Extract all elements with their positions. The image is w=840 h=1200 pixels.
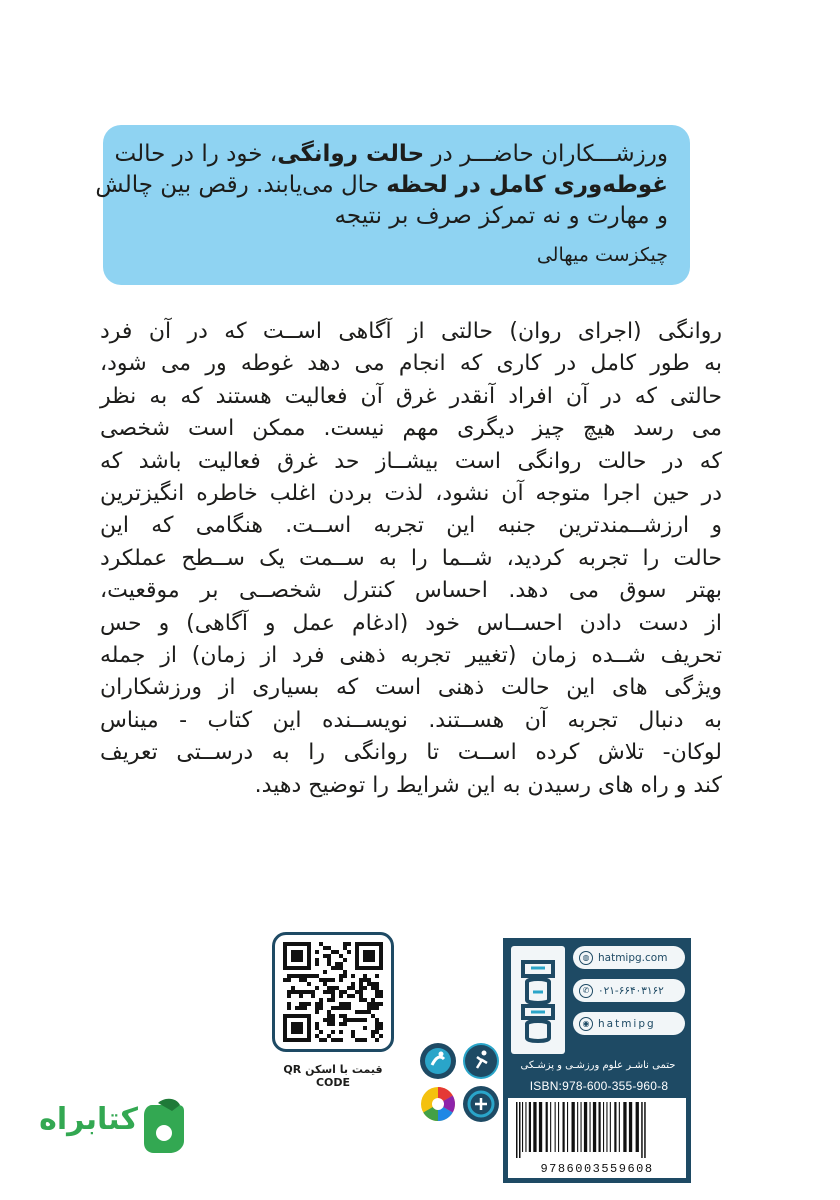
- qr-module: [379, 994, 383, 998]
- qr-module: [343, 1006, 347, 1010]
- quote-author: چیکزست میهالی: [536, 244, 668, 266]
- qr-module: [327, 946, 331, 950]
- description-line: حالت را تجربه کردید، شــما را به ســمت یک ســطح عملکرد: [100, 545, 722, 571]
- instagram-text: hatmipg: [598, 1017, 656, 1030]
- qr-module: [339, 974, 343, 978]
- barcode-bar: [522, 1102, 523, 1152]
- qr-module: [323, 990, 327, 994]
- qr-module: [287, 990, 291, 994]
- qr-module: [311, 990, 315, 994]
- barcode-bar: [563, 1102, 565, 1152]
- qr-module: [339, 978, 343, 982]
- qr-module: [307, 1002, 311, 1006]
- qr-module: [323, 982, 327, 986]
- quote-line-3: و مهارت و نه تمرکز صرف بر نتیجه: [334, 203, 668, 229]
- qr-module: [339, 1002, 343, 1006]
- qr-module: [331, 986, 335, 990]
- barcode-bar: [629, 1102, 632, 1152]
- description-line: به دنبال تجربه آن هســتند. نویســنده این کتاب - میناس: [100, 707, 722, 733]
- qr-module: [315, 1034, 319, 1038]
- qr-module: [343, 942, 347, 946]
- qr-module: [343, 1002, 347, 1006]
- qr-module: [287, 974, 291, 978]
- qr-module: [307, 990, 311, 994]
- barcode-bar: [529, 1102, 531, 1152]
- qr-module: [343, 974, 347, 978]
- qr-module: [363, 998, 367, 1002]
- qr-module: [335, 1006, 339, 1010]
- qr-module: [307, 974, 311, 978]
- qr-module: [379, 1034, 383, 1038]
- barcode-bars: [514, 1102, 680, 1158]
- qr-module: [347, 1018, 351, 1022]
- quote-text: ، خود را در حالت: [114, 141, 278, 167]
- qr-module: [327, 962, 331, 966]
- qr-module: [367, 1002, 371, 1006]
- instagram-row[interactable]: [573, 1012, 685, 1035]
- qr-module: [363, 1026, 367, 1030]
- qr-module: [363, 1038, 367, 1042]
- barcode-bar: [533, 1102, 536, 1152]
- qr-module: [355, 1038, 359, 1042]
- barcode-bar: [567, 1102, 568, 1152]
- quote-text: ورزشـــکاران حاضـــر در: [424, 141, 668, 167]
- qr-module: [331, 978, 335, 982]
- barcode-bar: [644, 1102, 646, 1158]
- qr-module: [359, 998, 363, 1002]
- color-wheel-icon: [420, 1086, 456, 1122]
- qr-module: [331, 1022, 335, 1026]
- qr-module: [363, 986, 367, 990]
- qr-module: [343, 958, 347, 962]
- barcode-bar: [603, 1102, 604, 1152]
- qr-module: [375, 1026, 379, 1030]
- barcode-bar: [581, 1102, 582, 1152]
- qr-module: [331, 950, 335, 954]
- qr-module: [327, 998, 331, 1002]
- qr-module: [331, 998, 335, 1002]
- qr-module: [351, 974, 355, 978]
- qr-module: [359, 986, 363, 990]
- qr-module: [323, 1038, 327, 1042]
- qr-module: [299, 978, 303, 982]
- qr-module: [339, 994, 343, 998]
- barcode-bar: [623, 1102, 626, 1152]
- barcode-bar: [584, 1102, 587, 1152]
- qr-module: [335, 966, 339, 970]
- qr-module: [367, 1006, 371, 1010]
- barcode-number: 9786003559608: [540, 1162, 654, 1176]
- barcode-bar: [555, 1102, 556, 1152]
- qr-module: [311, 974, 315, 978]
- qr-module: [343, 1022, 347, 1026]
- quote-line-2: [95, 170, 668, 201]
- qr-module: [319, 1006, 323, 1010]
- description-line: در حین اجرا متوجه آن نشود، لذت بردن اغلب خاطره انگیزترین: [100, 481, 722, 507]
- description-line: از دست دادن احســاس خود (ادغام عمل و آگاهی) و حس: [100, 610, 722, 636]
- qr-module: [315, 974, 319, 978]
- qr-module: [331, 994, 335, 998]
- qr-module: [331, 1006, 335, 1010]
- qr-module: [371, 998, 375, 1002]
- qr-module: [331, 1018, 335, 1022]
- qr-module: [363, 950, 375, 962]
- qr-module: [331, 990, 335, 994]
- description-line: بهتر سوق می دهد. احساس کنترل شخصــی بر موقعیت،: [100, 578, 722, 604]
- qr-module: [359, 994, 363, 998]
- qr-module: [367, 1010, 371, 1014]
- barcode-bar: [577, 1102, 578, 1152]
- quote-emphasis: غوطه‌وری کامل در لحظه: [386, 172, 668, 198]
- barcode-bar: [599, 1102, 601, 1152]
- qr-module: [291, 974, 295, 978]
- qr-module: [291, 950, 303, 962]
- qr-module: [375, 1038, 379, 1042]
- qr-module: [339, 1006, 343, 1010]
- qr-module: [327, 1022, 331, 1026]
- qr-module: [371, 986, 375, 990]
- qr-module: [335, 1038, 339, 1042]
- qr-module: [367, 982, 371, 986]
- quote-emphasis: حالت روانگی: [277, 141, 425, 167]
- publisher-logo: [511, 946, 565, 1054]
- qr-module: [311, 994, 315, 998]
- website-text: hatmipg.com: [598, 951, 668, 964]
- barcode-bar: [606, 1102, 607, 1152]
- qr-module: [379, 1002, 383, 1006]
- qr-module: [375, 1002, 379, 1006]
- qr-module: [375, 990, 379, 994]
- barcode-bar: [558, 1102, 559, 1152]
- publisher-panel: [503, 938, 691, 1183]
- qr-module: [375, 1030, 379, 1034]
- qr-module: [375, 1006, 379, 1010]
- qr-module: [343, 1014, 347, 1018]
- qr-module: [327, 1034, 331, 1038]
- instagram-icon: ◉: [579, 1017, 593, 1031]
- qr-module: [379, 990, 383, 994]
- qr-module: [315, 950, 319, 954]
- qr-module: [335, 950, 339, 954]
- qr-module: [323, 978, 327, 982]
- description-line: می رسد هیچ چیز دیگری مهم نیست. ممکن است شخصی: [100, 416, 722, 442]
- qr-module: [319, 942, 323, 946]
- qr-module: [363, 974, 367, 978]
- store-name: کتابراه: [39, 1102, 138, 1137]
- qr-module: [347, 950, 351, 954]
- qr-module: [331, 1038, 335, 1042]
- description-line: لوکان- تلاش کرده اســت تا روانگی را به درســتی تعریف: [100, 740, 722, 766]
- qr-module: [371, 1002, 375, 1006]
- barcode-bar: [619, 1102, 620, 1152]
- qr-module: [315, 1006, 319, 1010]
- qr-module: [359, 990, 363, 994]
- quote-text: حال می‌یابند. رقص بین چالش: [95, 172, 387, 198]
- qr-code-frame[interactable]: [272, 932, 394, 1052]
- qr-module: [327, 990, 331, 994]
- barcode-bar: [519, 1102, 521, 1158]
- qr-module: [347, 942, 351, 946]
- qr-module: [315, 1010, 319, 1014]
- qr-module: [323, 946, 327, 950]
- qr-module: [299, 1002, 303, 1006]
- qr-module: [355, 1010, 359, 1014]
- qr-module: [355, 1018, 359, 1022]
- qr-module: [371, 982, 375, 986]
- qr-module: [371, 1014, 375, 1018]
- qr-module: [375, 986, 379, 990]
- publisher-tagline: حتمی ناشـر علوم ورزشـی و پزشـکی: [520, 1060, 676, 1071]
- qr-module: [339, 1014, 343, 1018]
- publisher-contacts: [573, 946, 685, 1045]
- phone-text: ۰۲۱-۶۶۴۰۳۱۶۲: [598, 984, 664, 997]
- qr-module: [319, 978, 323, 982]
- qr-module: [303, 990, 307, 994]
- qr-module: [315, 1002, 319, 1006]
- qr-module: [327, 978, 331, 982]
- book-description: [100, 316, 722, 802]
- barcode-bar: [539, 1102, 542, 1152]
- qr-module: [283, 978, 287, 982]
- qr-module: [295, 990, 299, 994]
- qr-module: [315, 986, 319, 990]
- description-line: به طور کامل در کاری که انجام می دهد غوطه ور می شود،: [100, 351, 722, 377]
- qr-module: [347, 1006, 351, 1010]
- description-line: و ارزشــمندترین جنبه این تجربه اســت. هنگامی که این: [100, 513, 722, 539]
- qr-module: [339, 962, 343, 966]
- description-line: ویژگی های این حالت ذهنی است که بسیاری از ورزشکاران: [100, 675, 722, 701]
- qr-module: [299, 990, 303, 994]
- qr-module: [339, 966, 343, 970]
- qr-module: [319, 998, 323, 1002]
- qr-module: [359, 1018, 363, 1022]
- qr-module: [291, 1022, 303, 1034]
- qr-module: [343, 970, 347, 974]
- qr-module: [323, 1018, 327, 1022]
- barcode-bar: [641, 1102, 643, 1158]
- barcode-bar: [525, 1102, 526, 1152]
- barcode-bar: [590, 1102, 591, 1152]
- qr-module: [371, 1030, 375, 1034]
- qr-module: [319, 1030, 323, 1034]
- qr-module: [343, 946, 347, 950]
- globe-icon: ◍: [579, 951, 593, 965]
- qr-module: [331, 1014, 335, 1018]
- phone-icon: ✆: [579, 984, 593, 998]
- qr-module: [363, 1010, 367, 1014]
- qr-module: [327, 1010, 331, 1014]
- qr-module: [287, 994, 291, 998]
- barcode-bar: [614, 1102, 616, 1152]
- isbn-text: ISBN:978-600-355-960-8: [529, 1079, 669, 1093]
- qr-module: [339, 1030, 343, 1034]
- barcode-bar: [572, 1102, 575, 1152]
- description-line: روانگی (اجرای روان) حالتی از آگاهی اســت که در آن فرد: [100, 319, 722, 344]
- description-line: کند و راه های رسیدن به این شرایط را توضیح دهید.: [254, 772, 722, 798]
- qr-module: [319, 1002, 323, 1006]
- qr-module: [315, 962, 319, 966]
- qr-module: [371, 1034, 375, 1038]
- qr-module: [303, 1006, 307, 1010]
- qr-module: [327, 1018, 331, 1022]
- qr-module: [323, 954, 327, 958]
- qr-module: [379, 1022, 383, 1026]
- qr-module: [307, 982, 311, 986]
- barcode-bar: [550, 1102, 551, 1152]
- runner-badge-icon: [463, 1043, 499, 1079]
- qr-module: [375, 1018, 379, 1022]
- website-row[interactable]: [573, 946, 685, 969]
- qr-module: [375, 982, 379, 986]
- quote-line-1: [114, 139, 668, 170]
- qr-module: [331, 1030, 335, 1034]
- barcode-bar: [636, 1102, 639, 1152]
- qr-caption: قیمت با اسکن QR CODE: [283, 1063, 383, 1089]
- qr-module: [339, 1022, 343, 1026]
- qr-module: [351, 986, 355, 990]
- qr-module: [347, 994, 351, 998]
- barcode-bar: [546, 1102, 548, 1152]
- description-line: تحریف شــده زمان (تغییر تجربه ذهنی فرد از زمان) از جمله: [100, 643, 722, 669]
- description-line: که در حالت روانگی است بیشــاز حد غرق فعالیت باشد که: [100, 448, 722, 474]
- qr-code[interactable]: [283, 942, 383, 1042]
- phone-row[interactable]: [573, 979, 685, 1002]
- qr-module: [295, 974, 299, 978]
- publisher-emblem-icon: [463, 1086, 499, 1122]
- barcode-bar: [516, 1102, 518, 1158]
- description-line: حالتی که در آن افراد آنقدر غرق آن فعالیت هستند که به نظر: [100, 383, 722, 409]
- qr-module: [287, 978, 291, 982]
- qr-module: [351, 1030, 355, 1034]
- quote-box: [95, 125, 690, 285]
- qr-module: [359, 978, 363, 982]
- qr-module: [319, 1038, 323, 1042]
- qr-module: [291, 986, 295, 990]
- qr-module: [359, 1010, 363, 1014]
- qr-module: [315, 1026, 319, 1030]
- qr-module: [355, 990, 359, 994]
- qr-module: [367, 978, 371, 982]
- qr-module: [363, 978, 367, 982]
- qr-module: [339, 990, 343, 994]
- barcode-bar: [593, 1102, 596, 1152]
- qr-module: [327, 954, 331, 958]
- qr-module: [351, 982, 355, 986]
- qr-module: [287, 1006, 291, 1010]
- qr-module: [295, 1006, 299, 1010]
- qr-module: [363, 1018, 367, 1022]
- qr-module: [327, 986, 331, 990]
- qr-module: [379, 1026, 383, 1030]
- qr-module: [351, 1018, 355, 1022]
- qr-module: [339, 1038, 343, 1042]
- qr-module: [343, 990, 347, 994]
- qr-module: [315, 1022, 319, 1026]
- publisher-logo-icon: [517, 952, 559, 1048]
- qr-module: [359, 982, 363, 986]
- qr-module: [323, 970, 327, 974]
- qr-module: [347, 1002, 351, 1006]
- qr-module: [331, 966, 335, 970]
- qr-module: [299, 994, 303, 998]
- qr-module: [375, 1022, 379, 1026]
- qr-module: [375, 974, 379, 978]
- qr-module: [339, 954, 343, 958]
- barcode: [508, 1098, 686, 1178]
- qr-module: [335, 986, 339, 990]
- qr-module: [351, 1034, 355, 1038]
- qr-module: [359, 1038, 363, 1042]
- qr-module: [287, 1002, 291, 1006]
- qr-module: [303, 1002, 307, 1006]
- qr-module: [303, 978, 307, 982]
- qr-module: [315, 958, 319, 962]
- qr-module: [347, 986, 351, 990]
- qr-module: [343, 1018, 347, 1022]
- qr-module: [327, 1014, 331, 1018]
- qr-module: [375, 994, 379, 998]
- qr-module: [299, 974, 303, 978]
- qr-module: [335, 962, 339, 966]
- barcode-bar: [610, 1102, 611, 1152]
- qr-module: [291, 990, 295, 994]
- qr-module: [371, 1006, 375, 1010]
- qr-module: [299, 1006, 303, 1010]
- qr-module: [327, 958, 331, 962]
- qr-module: [303, 974, 307, 978]
- sport-badge-icon: [420, 1043, 456, 1079]
- qr-module: [351, 994, 355, 998]
